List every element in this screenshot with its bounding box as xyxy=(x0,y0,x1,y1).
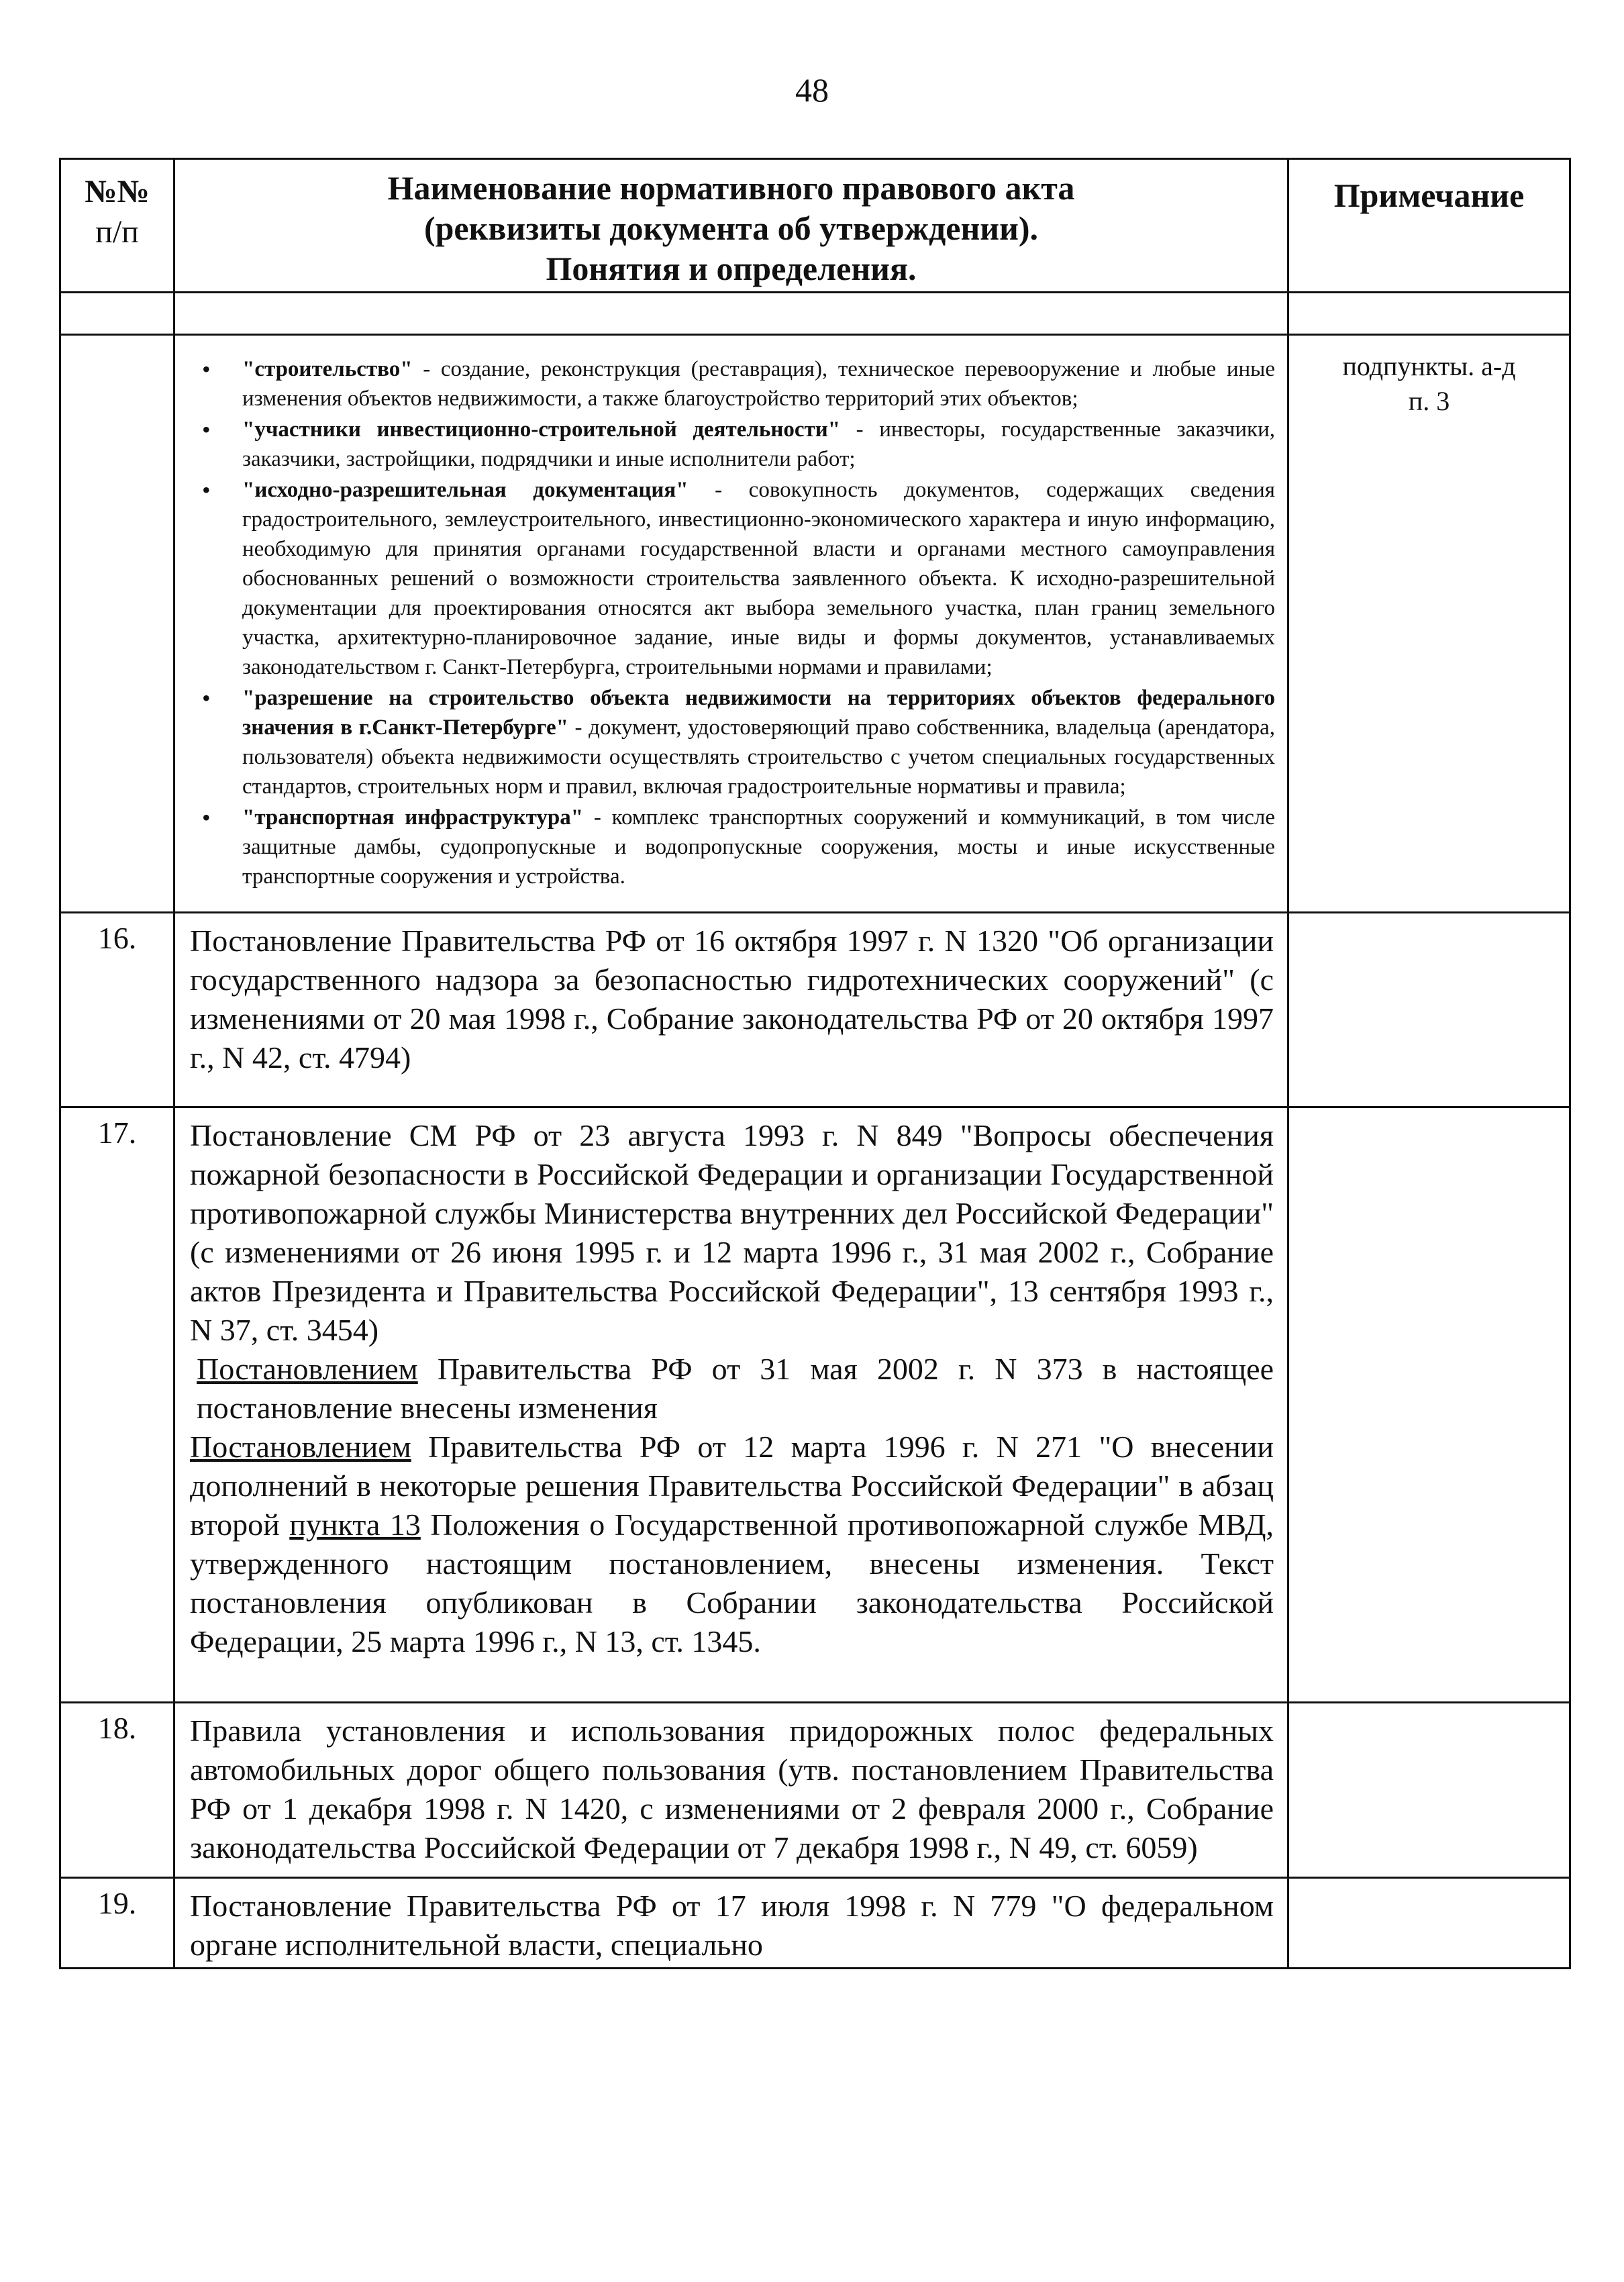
definition-text: - совокупность документов, содержащих сведения градостроительного, землеустроительного, инвестиционно-экономического характера и иную информацию, необходимую для принятия органами государственной власти и органами местного самоуправления обоснованных решений о возможности строительства заявленного объекта. К исходно-разрешительной документации для проектирования относятся акт выбора земельного участка, план границ земельного участка, архитектурно-планировочное задание, иные виды и формы документов, устанавливаемых законодательством г. Санкт-Петербурга, строительными нормами и правилами; xyxy=(242,478,1275,679)
amendment-paragraph xyxy=(190,1428,1274,1661)
definition-term: "разрешение на строительство объекта недвижимости на территориях объектов федерального значения в г.Санкт-Петербурге" xyxy=(242,686,1275,740)
row-text-cell xyxy=(174,1878,1288,1969)
header-title-line1: Наименование нормативного правового акта xyxy=(387,169,1075,207)
definition-item xyxy=(242,354,1275,413)
definition-item xyxy=(242,683,1275,801)
row-number: 18. xyxy=(60,1703,174,1878)
amendment-text: Положения о Государственной противопожарной службе МВД, утвержденного настоящим постановлением, внесены изменения. Текст постановления опубликован в Собрании законодательства Российской Федерации, 25 марта 1996 г., N 13, ст. 1345. xyxy=(190,1507,1274,1658)
row-text: Постановление СМ РФ от 23 августа 1993 г. N 849 "Вопросы обеспечения пожарной безопасности в Российской Федерации и организации Государственной противопожарной службы Министерства внутренних дел Российской Федерации" (с изменениями от 26 июня 1995 г. и 12 марта 1996 г., 31 мая 2002 г., Собрание актов Президента и Правительства Российской Федерации", 13 сентября 1993 г., N 37, ст. 3454) xyxy=(190,1118,1274,1347)
regulations-table xyxy=(59,158,1571,1969)
amendment-text: Правительства РФ от 31 мая 2002 г. N 373 в настоящее постановление внесены изменения xyxy=(197,1352,1274,1425)
definition-term: "участники инвестиционно-строительной деятельности" xyxy=(242,417,841,442)
definition-term: "исходно-разрешительная документация" xyxy=(242,478,689,502)
definition-item xyxy=(242,803,1275,891)
row-text-cell xyxy=(174,1703,1288,1878)
definition-term: "транспортная инфраструктура" xyxy=(242,805,584,830)
amendment-link[interactable]: Постановлением xyxy=(190,1430,411,1464)
header-number-line2: п/п xyxy=(95,214,139,250)
row-text-cell xyxy=(174,913,1288,1107)
header-number-line1: №№ xyxy=(85,174,150,209)
table-row-17 xyxy=(60,1107,1570,1703)
definition-item xyxy=(242,415,1275,474)
definitions-note-line2: п. 3 xyxy=(1408,386,1450,416)
row-number: 19. xyxy=(60,1878,174,1969)
header-note-cell xyxy=(1288,159,1570,293)
definition-text: - документ, удостоверяющий право собственника, владельца (арендатора, пользователя) объекта недвижимости осуществлять строительство с учетом специальных государственных стандартов, строительных норм и правил, включая градостроительные нормативы и правила; xyxy=(242,715,1275,799)
definitions-cell xyxy=(174,335,1288,913)
clause-link[interactable]: пункта 13 xyxy=(289,1507,421,1542)
header-number-cell xyxy=(60,159,174,293)
row-number: 16. xyxy=(60,913,174,1107)
definition-item xyxy=(242,475,1275,682)
row-note-cell xyxy=(1288,1878,1570,1969)
table-row-19 xyxy=(60,1878,1570,1969)
table-row-16 xyxy=(60,913,1570,1107)
row-text: Постановление Правительства РФ от 17 июля 1998 г. N 779 "О федеральном органе исполнительной власти, специально xyxy=(190,1889,1274,1962)
amendment-text: Правительства РФ от 12 марта 1996 г. N 271 "О внесении дополнений в некоторые решения Правительства Российской Федерации" в абзац второй xyxy=(190,1430,1274,1542)
row-note-cell xyxy=(1288,913,1570,1107)
row-note-cell xyxy=(1288,1107,1570,1703)
definitions-list xyxy=(202,354,1275,891)
row-text: Правила установления и использования придорожных полос федеральных автомобильных дорог общего пользования (утв. постановлением Правительства РФ от 1 декабря 1998 г. N 1420, с изменениями от 2 февраля 2000 г., Собрание законодательства Российской Федерации от 7 декабря 1998 г., N 49, ст. 6059) xyxy=(190,1714,1274,1865)
header-note-label: Примечание xyxy=(1333,177,1525,214)
definition-text: - комплекс транспортных сооружений и коммуникаций, в том числе защитные дамбы, судопропускные и водопропускные сооружения, мосты и иные искусственные транспортные сооружения и устройства. xyxy=(242,805,1275,889)
definitions-row xyxy=(60,335,1570,913)
header-title-line3: Понятия и определения. xyxy=(546,250,917,287)
definition-text: - инвесторы, государственные заказчики, заказчики, застройщики, подрядчики и иные исполнители работ; xyxy=(242,417,1275,471)
row-number: 17. xyxy=(60,1107,174,1703)
definitions-number-cell xyxy=(60,335,174,913)
page-number: 48 xyxy=(795,71,829,109)
table-header-row xyxy=(60,159,1570,293)
amendment-link[interactable]: Постановлением xyxy=(197,1352,418,1386)
header-title-line2: (реквизиты документа об утверждении). xyxy=(423,209,1039,247)
row-text-cell xyxy=(174,1107,1288,1703)
header-title-cell xyxy=(174,159,1288,293)
definition-term: "строительство" xyxy=(242,357,413,381)
table-row-18 xyxy=(60,1703,1570,1878)
row-note-cell xyxy=(1288,1703,1570,1878)
amendment-paragraph xyxy=(190,1350,1274,1428)
definitions-note-cell xyxy=(1288,335,1570,913)
definitions-note-line1: подпункты. а-д xyxy=(1342,351,1516,381)
definition-text: - создание, реконструкция (реставрация), техническое перевооружение и любые иные изменения объектов недвижимости, а также благоустройство территорий этих объектов; xyxy=(242,357,1275,411)
row-text: Постановление Правительства РФ от 16 октября 1997 г. N 1320 "Об организации государственного надзора за безопасностью гидротехнических сооружений" (с изменениями от 20 мая 1998 г., Собрание законодательства РФ от 20 октября 1997 г., N 42, ст. 4794) xyxy=(190,924,1274,1075)
spacer-row xyxy=(60,293,1570,335)
